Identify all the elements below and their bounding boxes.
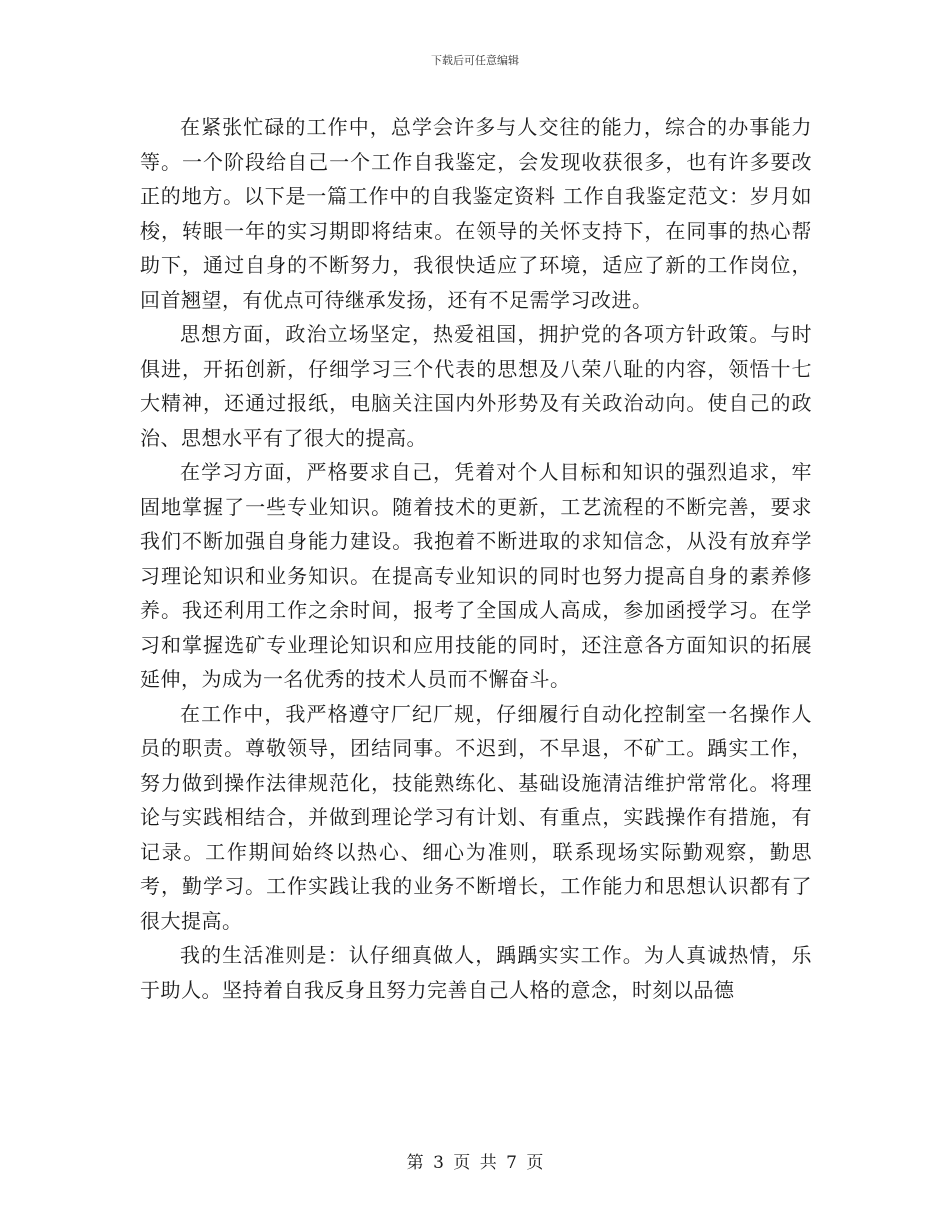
paragraph-work: 在工作中，我严格遵守厂纪厂规，仔细履行自动化控制室一名操作人员的职责。尊敬领导，团结同事。不迟到，不早退，不矿工。踽实工作，努力做到操作法律规范化，技能熟练化、基础设施清洁维护常常化。将理论与实践相结合，并做到理论学习有计划、有重点，实践操作有措施，有记录。工作期间始终以热心、细心为准则，联系现场实际勤观察，勤思考，勤学习。工作实践让我的业务不断增长，工作能力和思想认识都有了很大提高。 xyxy=(140,701,812,933)
page-header-note: 下载后可任意编辑 xyxy=(431,54,519,67)
paragraph-study: 在学习方面，严格要求自己，凭着对个人目标和知识的强烈追求，牢固地掌握了一些专业知识。随着技术的更新，工艺流程的不断完善，要求我们不断加强自身能力建设。我抱着不断进取的求知信念，从没有放弃学习理论知识和业务知识。在提高专业知识的同时也努力提高自身的素养修养。我还利用工作之余时间，报考了全国成人高成，参加函授学习。在学习和掌握选矿专业理论知识和应用技能的同时，还注意各方面知识的拓展延伸，为成为一名优秀的技术人员而不懈奋斗。 xyxy=(140,460,812,691)
paragraph-intro: 在紧张忙碌的工作中，总学会许多与人交往的能力，综合的办事能力等。一个阶段给自己一个工作自我鉴定，会发现收获很多，也有许多要改正的地方。以下是一篇工作中的自我鉴定资料 工作自我鉴定范文：岁月如梭，转眼一年的实习期即将结束。在领导的关怀支持下，在同事的热心帮助下，通过自身的不断努力，我很快适应了环境，适应了新的工作岗位，回首翘望，有优点可待继承发扬，还有不足需学习改进。 xyxy=(140,115,812,312)
paragraph-ideology: 思想方面，政治立场坚定，热爱祖国，拥护党的各项方针政策。与时俱进，开拓创新，仔细学习三个代表的思想及八荣八耻的内容，领悟十七大精神，还通过报纸，电脑关注国内外形势及有关政治动向。使自己的政治、思想水平有了很大的提高。 xyxy=(140,322,812,450)
document-body xyxy=(140,110,812,1007)
page-number-footer: 第 3 页 共 7 页 xyxy=(406,1153,544,1173)
paragraph-life: 我的生活准则是：认仔细真做人，踽踽实实工作。为人真诚热情，乐于助人。坚持着自我反身且努力完善自己人格的意念，时刻以品德 xyxy=(140,943,812,1002)
